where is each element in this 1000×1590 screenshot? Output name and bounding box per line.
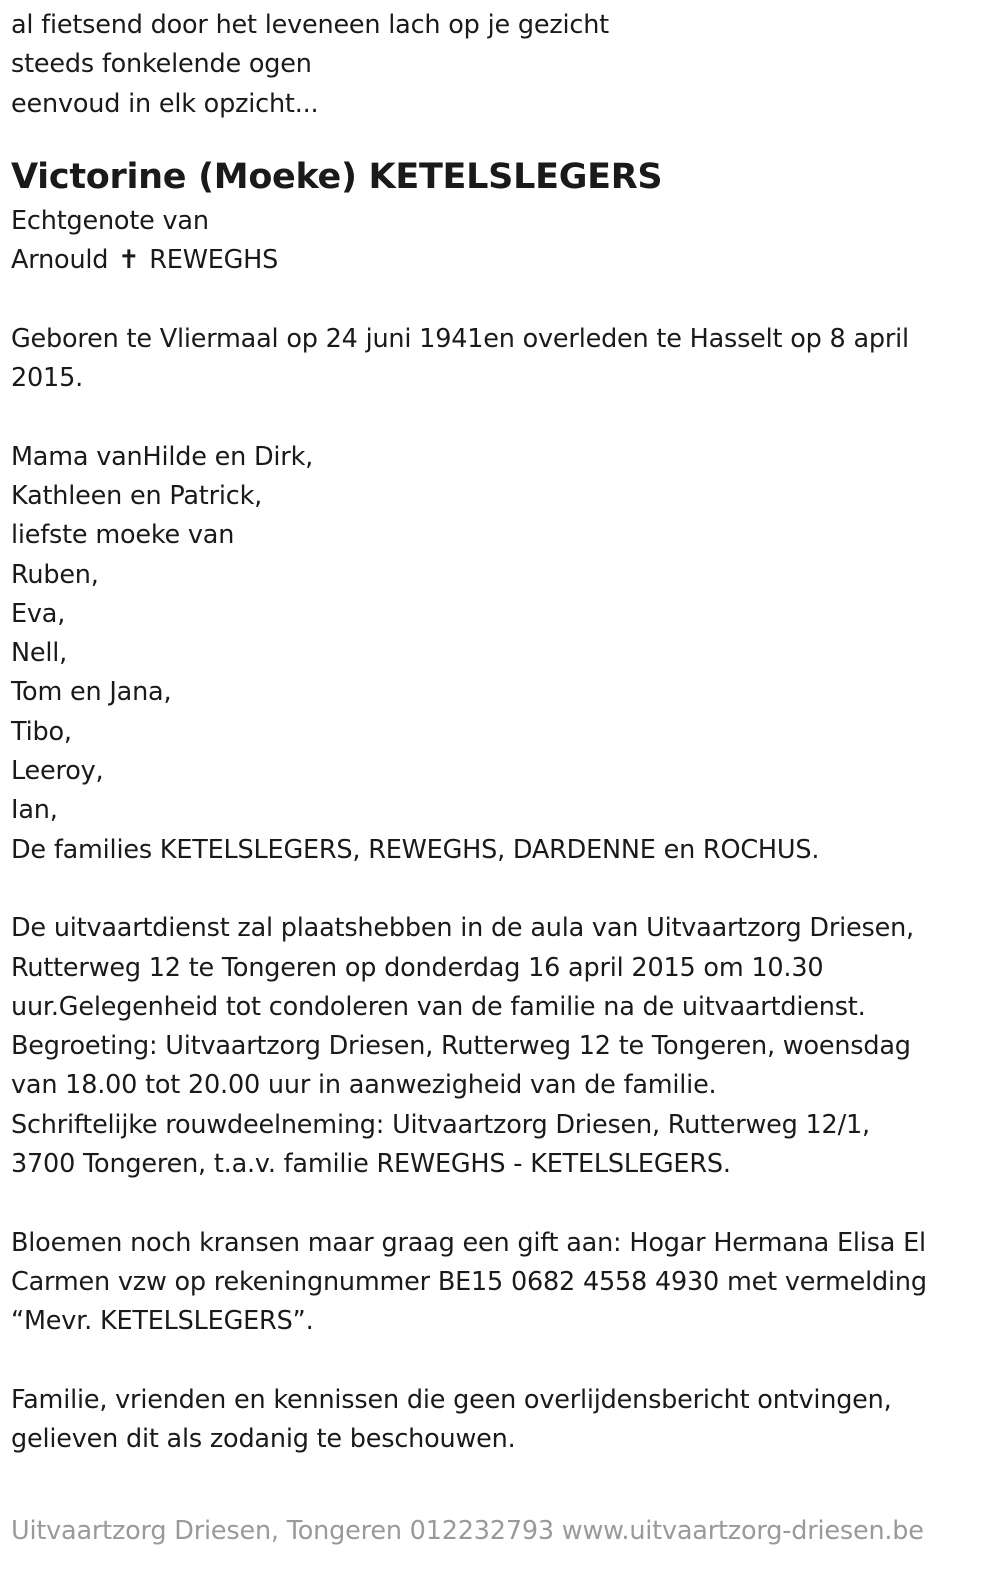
paragraph-line: 2015. — [11, 363, 84, 394]
funeral-home-footer: Uitvaartzorg Driesen, Tongeren 012232793 www.uitvaartzorg-driesen.be — [11, 1516, 924, 1546]
family-line: liefste moeke van — [11, 520, 235, 551]
family-line: Leeroy, — [11, 756, 104, 787]
family-line: Ian, — [11, 795, 58, 826]
family-line: Eva, — [11, 598, 66, 629]
spouse-last-name: REWEGHS — [149, 245, 279, 276]
poem — [11, 6, 991, 124]
family-line: Ruben, — [11, 559, 99, 590]
spouse-first-name: Arnould — [11, 245, 109, 276]
paragraph-line: Bloemen noch kransen maar graag een gift aan: Hogar Hermana Elisa El — [11, 1227, 926, 1258]
family-line: Kathleen en Patrick, — [11, 480, 263, 511]
cross-icon: ✝ — [118, 245, 140, 276]
spouse-name — [11, 241, 991, 280]
spouse-block — [11, 202, 991, 281]
family-line: De families KETELSLEGERS, REWEGHS, DARDENNE en ROCHUS. — [11, 834, 820, 865]
family-line: Tibo, — [11, 716, 72, 747]
family-line: Mama vanHilde en Dirk, — [11, 441, 314, 472]
notice-paragraph — [11, 1381, 991, 1460]
birth-death-paragraph — [11, 320, 991, 399]
paragraph-line: 3700 Tongeren, t.a.v. familie REWEGHS - KETELSLEGERS. — [11, 1149, 731, 1180]
paragraph-line: van 18.00 tot 20.00 uur in aanwezigheid van de familie. — [11, 1070, 717, 1101]
poem-line: eenvoud in elk opzicht... — [11, 88, 319, 119]
paragraph-line: Schriftelijke rouwdeelneming: Uitvaartzorg Driesen, Rutterweg 12/1, — [11, 1109, 870, 1140]
poem-line: al fietsend door het leveneen lach op je gezicht — [11, 10, 609, 40]
paragraph-line: Carmen vzw op rekeningnummer BE15 0682 4558 4930 met vermelding — [11, 1266, 927, 1297]
paragraph-line: Begroeting: Uitvaartzorg Driesen, Rutterweg 12 te Tongeren, woensdag — [11, 1031, 911, 1062]
paragraph-line: Familie, vrienden en kennissen die geen overlijdensbericht ontvingen, — [11, 1384, 892, 1415]
paragraph-line: Rutterweg 12 te Tongeren op donderdag 16 april 2015 om 10.30 — [11, 952, 824, 983]
paragraph-line: gelieven dit als zodanig te beschouwen. — [11, 1424, 516, 1455]
paragraph-line: De uitvaartdienst zal plaatshebben in de aula van Uitvaartzorg Driesen, — [11, 913, 914, 944]
obituary-document — [11, 6, 991, 1459]
paragraph-line: uur.Gelegenheid tot condoleren van de familie na de uitvaartdienst. — [11, 991, 866, 1022]
flowers-paragraph — [11, 1224, 991, 1342]
paragraph-line: “Mevr. KETELSLEGERS”. — [11, 1306, 314, 1337]
service-paragraph — [11, 909, 991, 1184]
family-line: Nell, — [11, 638, 68, 669]
poem-line: steeds fonkelende ogen — [11, 49, 312, 80]
paragraph-line: Geboren te Vliermaal op 24 juni 1941en overleden te Hasselt op 8 april — [11, 323, 909, 354]
deceased-name: Victorine (Moeke) KETELSLEGERS — [11, 156, 663, 197]
spouse-intro: Echtgenote van — [11, 205, 209, 236]
family-list — [11, 438, 991, 870]
family-line: Tom en Jana, — [11, 677, 172, 708]
